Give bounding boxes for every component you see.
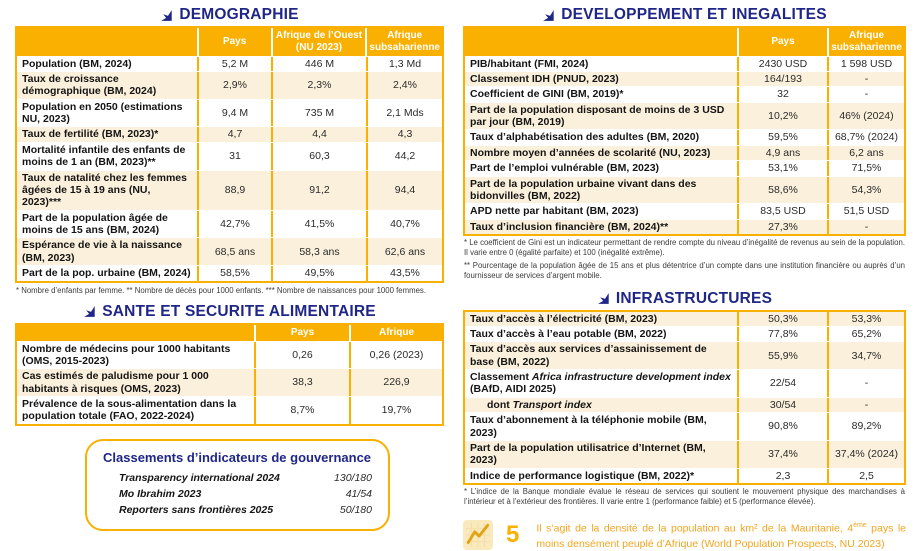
row-label: Population (BM, 2024) xyxy=(22,57,132,70)
value-pays: 164/193 xyxy=(737,72,827,86)
value-pays: 22/54 xyxy=(737,370,827,397)
table-row xyxy=(465,86,904,101)
label-part: (BAfD, AIDI 2025) xyxy=(470,383,556,396)
table-row xyxy=(17,170,442,210)
value-pays: 55,9% xyxy=(737,342,827,369)
header-afrique-subsaharienne: Afrique subsaharienne xyxy=(827,28,904,56)
value-pays: 2430 USD xyxy=(737,57,827,71)
gouvernance-label: Mo Ibrahim 2023 xyxy=(119,487,202,500)
infrastructures-footnote: * L’indice de la Banque mondiale évalue le réseau de services qui soutient le mouvement physique des marchandises à l’intérieur et à l’extérieur des frontières. Il varie entre 1 (performance faible) et 5 (performance élevée). xyxy=(464,487,905,507)
table-row xyxy=(17,396,442,424)
row-label: Part de la population âgée de moins de 15 ans (BM, 2024) xyxy=(22,211,168,237)
table-row xyxy=(17,99,442,127)
row-label: Taux d’alphabétisation des adultes (BM, 2020) xyxy=(470,131,700,144)
value-pays: 77,8% xyxy=(737,327,827,341)
value-pays: 10,2% xyxy=(737,103,827,130)
note-part: Il s’agit de la densité de la population au km² de la Mauritanie, 4 xyxy=(536,522,854,535)
value-pays: 32 xyxy=(737,87,827,101)
section-title-sante xyxy=(15,301,444,323)
list-item xyxy=(103,502,372,518)
section-title-infrastructures xyxy=(463,288,906,310)
value-afrique-subsaharienne: 43,5% xyxy=(366,266,442,280)
value-afrique-subsaharienne: 40,7% xyxy=(366,211,442,238)
table-row xyxy=(465,71,904,86)
section-icon xyxy=(83,305,96,318)
row-label: Part de la pop. urbaine (BM, 2024) xyxy=(22,267,191,280)
header-spacer xyxy=(17,28,197,56)
value-pays: 83,5 USD xyxy=(737,204,827,218)
row-label: Mortalité infantile des enfants de moins de 1 an (BM, 2023)** xyxy=(22,143,186,169)
table-row xyxy=(465,468,904,483)
value-pays: 68,5 ans xyxy=(197,238,271,265)
list-item xyxy=(103,486,372,502)
value-afrique-subsaharienne: 68,7% (2024) xyxy=(827,130,904,144)
value-afrique: 226,9 xyxy=(349,369,442,396)
section-icon xyxy=(597,292,610,305)
row-label: Taux de fertilité (BM, 2023)* xyxy=(22,128,159,141)
value-afrique-subsaharienne: 1,3 Md xyxy=(366,57,442,71)
section-title-text: DEMOGRAPHIE xyxy=(179,6,299,23)
value-pays: 4,9 ans xyxy=(737,146,827,160)
value-pays: 58,5% xyxy=(197,266,271,280)
value-pays: 5,2 M xyxy=(197,57,271,71)
left-column xyxy=(15,4,444,531)
demographie-table xyxy=(15,26,444,283)
value-pays: 58,6% xyxy=(737,177,827,204)
table-row xyxy=(17,71,442,99)
value-afrique-subsaharienne: - xyxy=(827,370,904,397)
gouvernance-title: Classements d’indicateurs de gouvernance xyxy=(103,449,372,465)
row-label: APD nette par habitant (BM, 2023) xyxy=(470,205,639,218)
value-pays: 50,3% xyxy=(737,312,827,326)
gouvernance-label: Transparency international 2024 xyxy=(119,471,280,484)
infrastructures-table xyxy=(463,310,906,486)
value-afrique-subsaharienne: 44,2 xyxy=(366,143,442,170)
row-label: Espérance de vie à la naissance (BM, 2023) xyxy=(22,239,182,264)
value-pays: 42,7% xyxy=(197,211,271,238)
table-row xyxy=(465,219,904,234)
header-afrique: Afrique xyxy=(349,325,442,341)
density-note-text xyxy=(536,520,906,551)
value-afrique-subsaharienne: 89,2% xyxy=(827,413,904,440)
demographie-footnote: * Nombre d’enfants par femme. ** Nombre de décès pour 1000 enfants. *** Nombre de naissances pour 1000 femmes. xyxy=(16,285,426,295)
table-row xyxy=(465,145,904,160)
value-afrique-subsaharienne: 54,3% xyxy=(827,177,904,204)
value-afrique-subsaharienne: - xyxy=(827,87,904,101)
label-part-italic: Africa infrastructure development index xyxy=(531,371,731,384)
row-label: Classement IDH (PNUD, 2023) xyxy=(470,72,619,85)
table-row xyxy=(465,412,904,440)
value-afrique: 0,26 (2023) xyxy=(349,342,442,369)
table-row xyxy=(465,369,904,397)
header-pays: Pays xyxy=(737,28,827,56)
table-row xyxy=(465,440,904,468)
developpement-table xyxy=(463,26,906,236)
label-part-italic: Transport index xyxy=(512,398,592,411)
note-superscript: ème xyxy=(853,522,867,530)
header-afrique-ouest: Afrique de l’Ouest (NU 2023) xyxy=(271,28,366,56)
value-afrique-subsaharienne: 65,2% xyxy=(827,327,904,341)
table-row xyxy=(17,210,442,238)
table-header-row xyxy=(17,28,442,56)
row-label: Part de l’emploi vulnérable (BM, 2023) xyxy=(470,162,660,175)
gouvernance-value: 130/180 xyxy=(334,471,372,484)
row-label: Part de la population urbaine vivant dans des bidonvilles (BM, 2022) xyxy=(470,177,697,202)
table-row xyxy=(465,129,904,144)
row-label: Coefficient de GINI (BM, 2019)* xyxy=(470,88,624,101)
value-afrique-subsaharienne: 37,4% (2024) xyxy=(827,441,904,468)
section-title-developpement xyxy=(463,4,906,26)
value-afrique-subsaharienne: 94,4 xyxy=(366,171,442,210)
value-pays: 8,7% xyxy=(254,397,349,424)
value-afrique-subsaharienne: 71,5% xyxy=(827,161,904,175)
header-spacer xyxy=(17,325,254,341)
value-afrique-ouest: 4,4 xyxy=(271,127,366,141)
value-afrique-subsaharienne: - xyxy=(827,398,904,412)
value-pays: 37,4% xyxy=(737,441,827,468)
value-afrique-ouest: 2,3% xyxy=(271,72,366,99)
density-note xyxy=(463,520,906,551)
value-afrique-subsaharienne: 2,4% xyxy=(366,72,442,99)
table-row xyxy=(17,368,442,396)
header-pays: Pays xyxy=(254,325,349,341)
row-label: Nombre de médecins pour 1000 habitants (OMS, 2015-2023) xyxy=(22,342,231,367)
row-label: Population en 2050 (estimations NU, 2023) xyxy=(22,100,183,126)
sante-table xyxy=(15,323,444,426)
value-afrique-subsaharienne: 6,2 ans xyxy=(827,146,904,160)
value-afrique-subsaharienne: 1 598 USD xyxy=(827,57,904,71)
label-part: Classement xyxy=(470,371,532,384)
value-afrique-ouest: 58,3 ans xyxy=(271,238,366,265)
value-afrique-subsaharienne: 2,1 Mds xyxy=(366,100,442,127)
row-label: Taux de natalité chez les femmes âgées de 15 à 19 ans (NU, 2023)*** xyxy=(22,171,187,209)
value-pays: 38,3 xyxy=(254,369,349,396)
chart-trend-icon xyxy=(463,520,493,550)
value-afrique-ouest: 41,5% xyxy=(271,211,366,238)
table-row xyxy=(465,397,904,412)
row-label: Cas estimés de paludisme pour 1 000 habitants à risques (OMS, 2023) xyxy=(22,370,209,395)
row-label: Part de la population utilisatrice d’Internet (BM, 2023) xyxy=(470,441,706,467)
value-pays: 31 xyxy=(197,143,271,170)
section-title-demographie xyxy=(15,4,444,26)
value-pays: 27,3% xyxy=(737,220,827,234)
value-afrique-subsaharienne: 4,3 xyxy=(366,127,442,141)
table-row xyxy=(465,176,904,204)
value-afrique-subsaharienne: 53,3% xyxy=(827,312,904,326)
header-spacer xyxy=(465,28,737,56)
row-label: PIB/habitant (FMI, 2024) xyxy=(470,57,589,70)
row-label xyxy=(465,398,737,412)
row-label: Taux d’accès aux services d’assainissement de base (BM, 2022) xyxy=(470,343,707,368)
table-row xyxy=(17,237,442,265)
density-value: 5 xyxy=(506,521,520,549)
table-row xyxy=(465,102,904,130)
value-afrique-subsaharienne: 62,6 ans xyxy=(366,238,442,265)
value-afrique-ouest: 60,3 xyxy=(271,143,366,170)
value-pays: 9,4 M xyxy=(197,100,271,127)
value-pays: 0,26 xyxy=(254,342,349,369)
value-pays: 2,9% xyxy=(197,72,271,99)
right-column xyxy=(463,4,906,551)
section-icon xyxy=(160,9,173,22)
row-label: Indice de performance logistique (BM, 2022)* xyxy=(470,469,695,482)
gouvernance-value: 41/54 xyxy=(345,487,372,500)
value-afrique-ouest: 49,5% xyxy=(271,266,366,280)
gouvernance-label: Reporters sans frontières 2025 xyxy=(119,503,274,516)
table-header-row xyxy=(17,325,442,341)
header-pays: Pays xyxy=(197,28,271,56)
value-afrique: 19,7% xyxy=(349,397,442,424)
section-icon xyxy=(542,9,555,22)
list-item xyxy=(103,470,372,486)
table-row xyxy=(17,341,442,369)
table-header-row xyxy=(465,28,904,56)
gouvernance-value: 50/180 xyxy=(339,503,372,516)
value-afrique-subsaharienne: 2,5 xyxy=(827,469,904,483)
value-pays: 53,1% xyxy=(737,161,827,175)
row-label: Taux d’accès à l’électricité (BM, 2023) xyxy=(470,312,658,325)
developpement-footnote-gini: * Le coefficient de Gini est un indicateur permettant de rendre compte du niveau d’inégalité de revenus au sein de la population. Il varie entre 0 (égalité parfaite) et 100 (inégalité extrême). xyxy=(464,238,905,258)
value-pays: 90,8% xyxy=(737,413,827,440)
table-row xyxy=(17,265,442,280)
gouvernance-box xyxy=(85,439,390,531)
value-pays: 59,5% xyxy=(737,130,827,144)
section-title-text: SANTE ET SECURITE ALIMENTAIRE xyxy=(102,302,376,320)
row-label: Taux d’accès à l’eau potable (BM, 2022) xyxy=(470,327,667,340)
table-row xyxy=(465,341,904,369)
row-label: Taux d’abonnement à la téléphonie mobile (BM, 2023) xyxy=(470,414,707,439)
note-part: pays le moins densément peuplé d’Afrique (World Population Prospects, NU 2023) xyxy=(536,522,906,550)
table-row xyxy=(465,326,904,341)
section-title-text: DEVELOPPEMENT ET INEGALITES xyxy=(561,6,827,23)
row-label: Prévalence de la sous-alimentation dans la population totale (FAO, 2022-2024) xyxy=(22,398,237,423)
value-afrique-subsaharienne: - xyxy=(827,72,904,86)
value-afrique-ouest: 735 M xyxy=(271,100,366,127)
developpement-footnote-inclusion: ** Pourcentage de la population âgée de 15 ans et plus détentrice d’un compte dans une institution financière ou auprès d’un fournisseur de services d’argent mobile. xyxy=(464,261,905,281)
table-row xyxy=(465,56,904,71)
value-pays: 30/54 xyxy=(737,398,827,412)
value-pays: 2,3 xyxy=(737,469,827,483)
row-label: Taux d’inclusion financière (BM, 2024)** xyxy=(470,220,669,233)
table-row xyxy=(17,56,442,71)
value-afrique-subsaharienne: 51,5 USD xyxy=(827,204,904,218)
value-afrique-ouest: 446 M xyxy=(271,57,366,71)
value-afrique-subsaharienne: - xyxy=(827,220,904,234)
row-label xyxy=(465,370,737,397)
table-row xyxy=(465,160,904,175)
row-label: Part de la population disposant de moins de 3 USD par jour (BM, 2019) xyxy=(470,103,725,129)
header-afrique-subsaharienne: Afrique subsaharienne xyxy=(365,28,442,56)
value-afrique-ouest: 91,2 xyxy=(271,171,366,210)
row-label: Nombre moyen d’années de scolarité (NU, 2023) xyxy=(470,146,711,159)
section-title-text: INFRASTRUCTURES xyxy=(615,289,773,307)
table-row xyxy=(17,126,442,141)
table-row xyxy=(17,142,442,170)
table-row xyxy=(465,312,904,326)
value-pays: 4,7 xyxy=(197,127,271,141)
row-label: Taux de croissance démographique (BM, 2024) xyxy=(22,72,157,98)
label-part: dont xyxy=(487,398,513,411)
table-row xyxy=(465,203,904,218)
value-pays: 88,9 xyxy=(197,171,271,210)
value-afrique-subsaharienne: 34,7% xyxy=(827,342,904,369)
value-afrique-subsaharienne: 46% (2024) xyxy=(827,103,904,130)
